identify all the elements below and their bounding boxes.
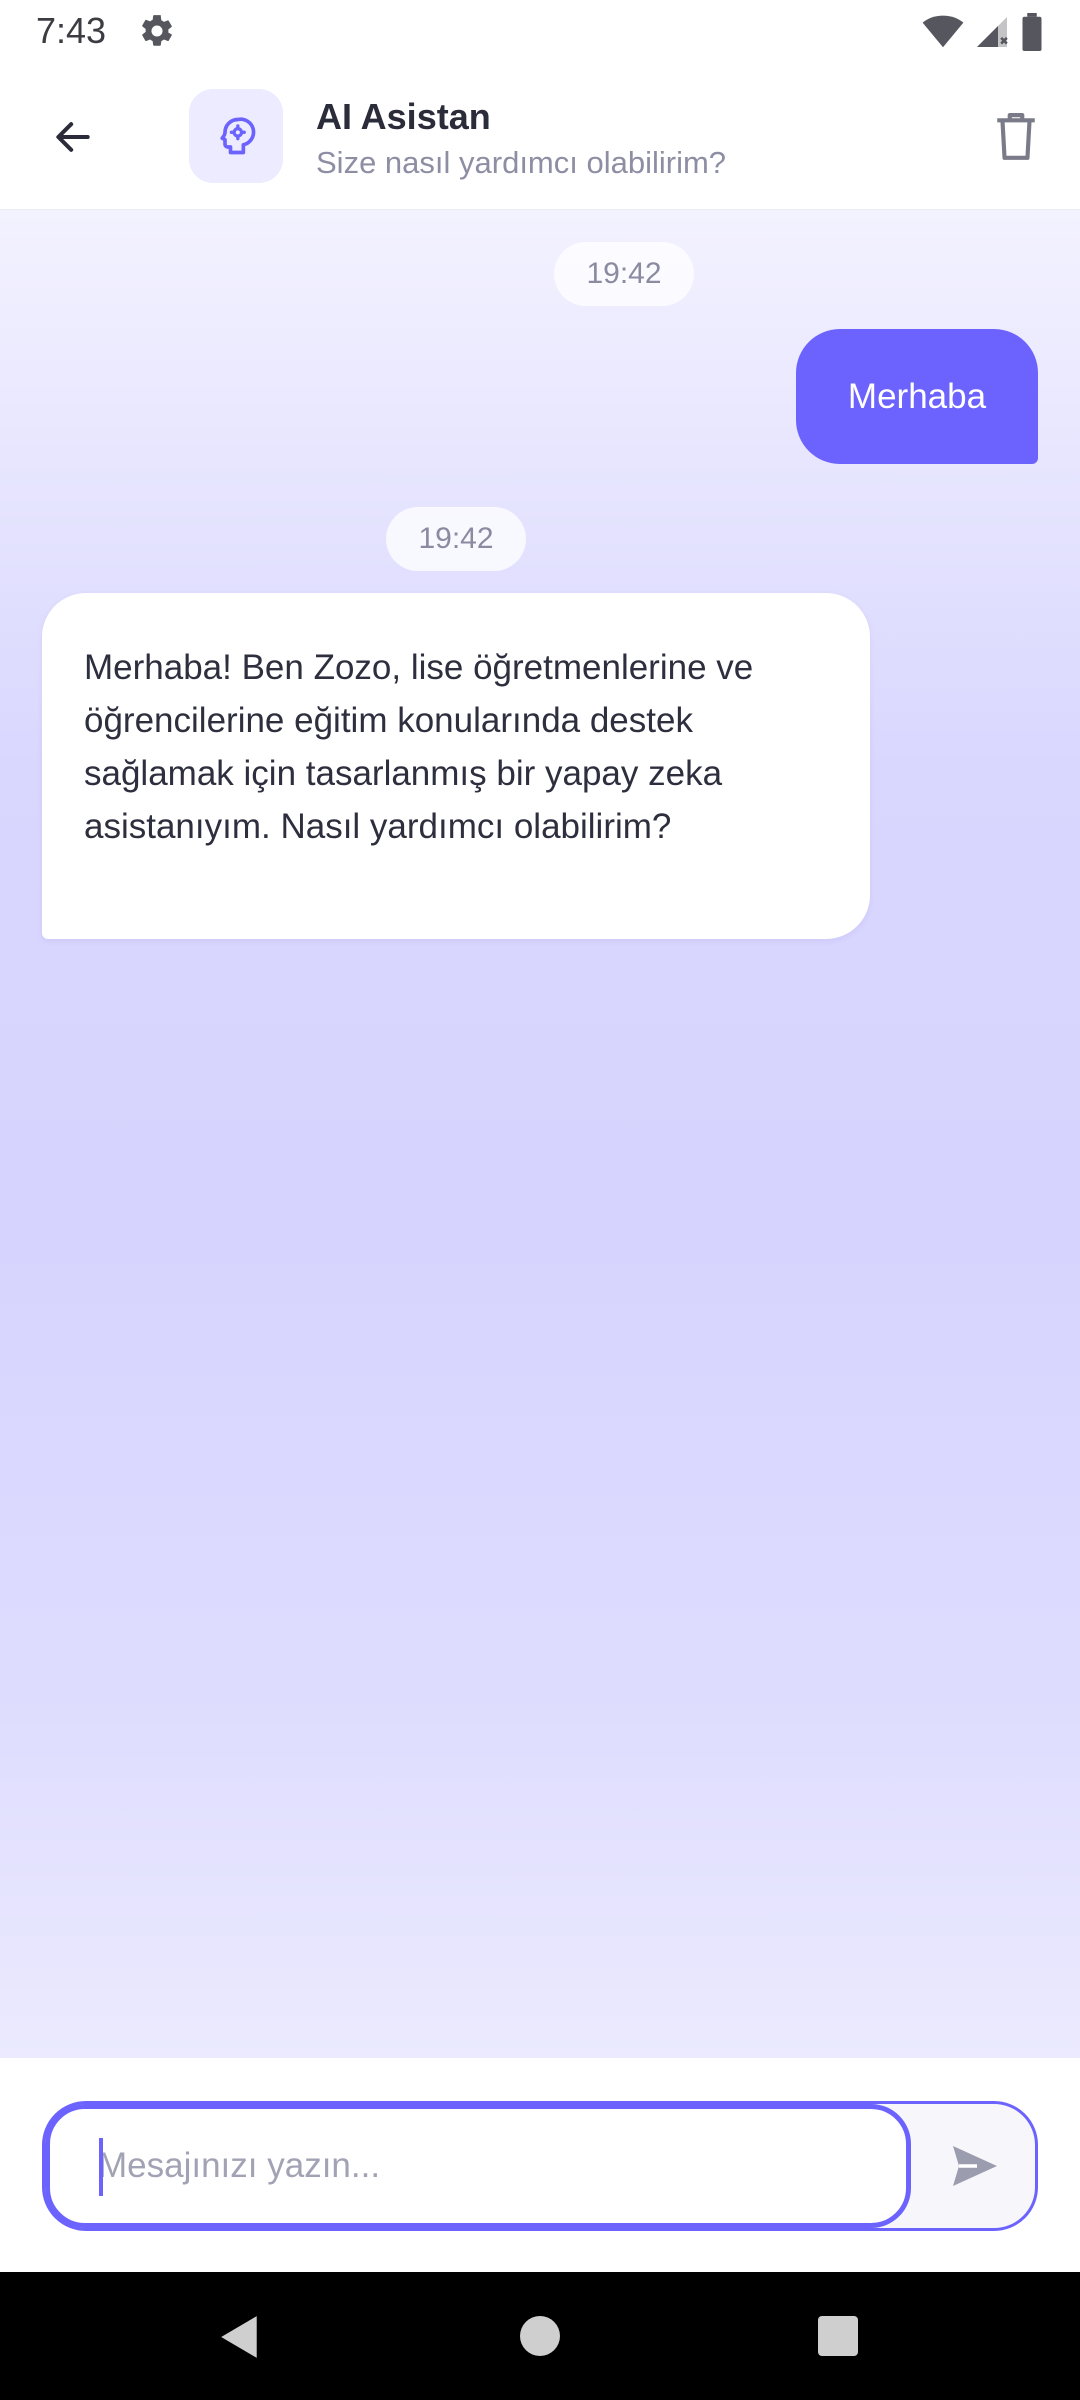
status-time: 7:43 bbox=[36, 10, 107, 51]
status-bar bbox=[0, 0, 1080, 64]
delete-chat-button[interactable] bbox=[984, 104, 1048, 170]
user-message-bubble[interactable]: Merhaba bbox=[796, 329, 1038, 464]
message-timestamp: 19:42 bbox=[554, 242, 694, 306]
settings-gear-icon bbox=[138, 12, 176, 50]
text-caret bbox=[99, 2138, 103, 2196]
trash-icon bbox=[995, 112, 1037, 162]
message-timestamp: 19:42 bbox=[386, 507, 526, 571]
message-input[interactable] bbox=[45, 2104, 911, 2228]
nav-back-icon[interactable] bbox=[218, 2314, 262, 2360]
send-icon bbox=[950, 2144, 1000, 2188]
header-title: AI Asistan bbox=[316, 96, 491, 137]
assistant-avatar bbox=[189, 89, 283, 183]
composer-bar bbox=[0, 2058, 1080, 2272]
chat-header bbox=[0, 64, 1080, 210]
wifi-icon bbox=[922, 15, 964, 49]
battery-icon bbox=[1020, 13, 1044, 51]
nav-home-icon[interactable] bbox=[520, 2316, 560, 2356]
send-button[interactable] bbox=[925, 2118, 1025, 2214]
nav-recents-icon[interactable] bbox=[818, 2316, 858, 2356]
assistant-message-bubble[interactable]: Merhaba! Ben Zozo, lise öğretmenlerine ve öğrencilerine eğitim konularında destek sağlamak için tasarlanmış bir yapay zeka asistanıyım. Nasıl yardımcı olabilirim? bbox=[42, 593, 870, 939]
header-subtitle: Size nasıl yardımcı olabilirim? bbox=[316, 145, 727, 180]
composer bbox=[42, 2101, 1038, 2231]
status-icons bbox=[922, 12, 1044, 52]
system-nav-bar bbox=[0, 2272, 1080, 2400]
signal-icon bbox=[974, 14, 1010, 50]
back-button[interactable] bbox=[40, 104, 106, 170]
brain-head-icon bbox=[214, 114, 258, 158]
chat-messages[interactable] bbox=[0, 210, 1080, 2058]
arrow-left-icon bbox=[48, 115, 98, 159]
